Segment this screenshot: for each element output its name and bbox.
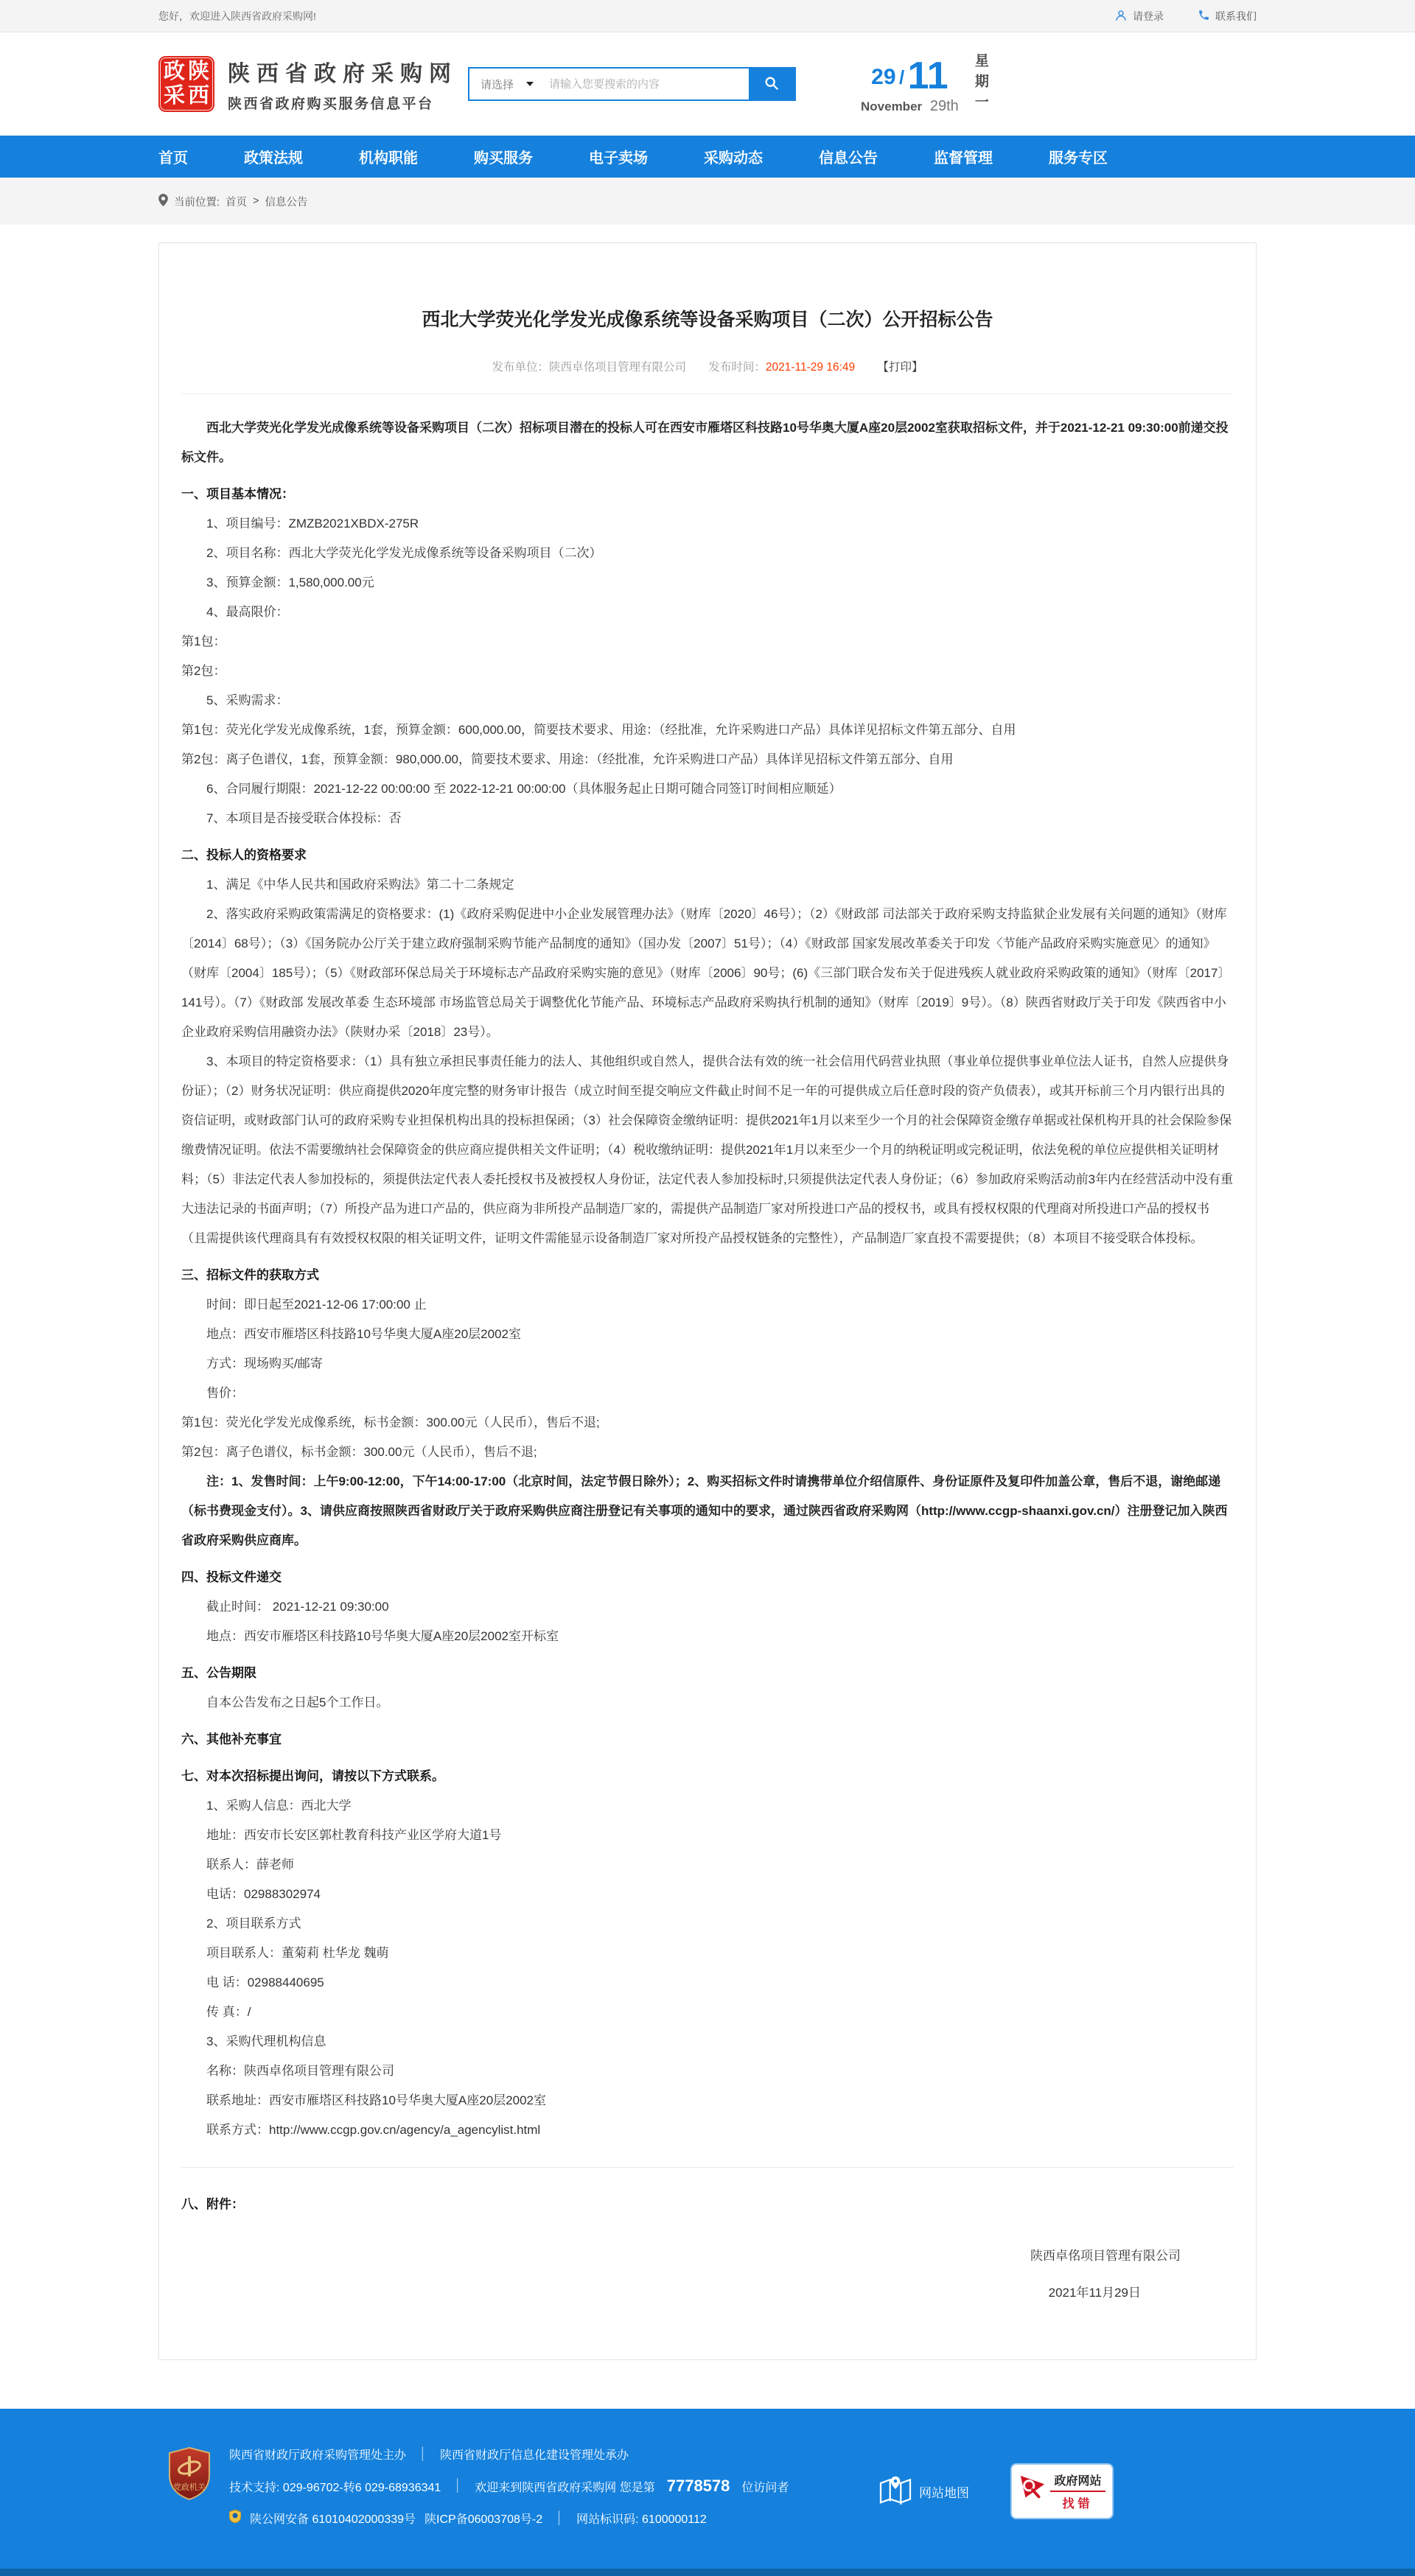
article-paragraph: 第2包： <box>181 664 226 678</box>
footer-bottom-strip <box>0 2569 1415 2576</box>
section-heading: 七、对本次招标提出询问，请按以下方式联系。 <box>181 1769 444 1783</box>
publisher-label: 发布单位： <box>492 361 550 374</box>
date-weekday: 星期一 <box>972 53 988 115</box>
article-paragraph: 2、落实政府采购政策需满足的资格要求：(1)《政府采购促进中小企业发展管理办法》（财库〔2020〕46号）；（2）《财政部 司法部关于政府采购支持监狱企业发展有关问题的通知》（财库〔2014〕68号）；（3）《国务院办公厅关于建立政府强制采购节能产品制度的通知》（国办发〔2007〕51号）；（4）《财政部 国家发展改革委关于印发〈节能产品政府采购实施意见〉的通知》（财库〔2004〕185号）；（5）《财政部环保总局关于环境标志产品政府采购实施的意见》（财库〔2006〕90号；(6)《三部门联合发布关于促进残疾人就业政府采购政策的通知》（财库〔2017〕141号）。（7）《财政部 发展改革委 生态环境部 市场监管总局关于调整优化节能产品、环境标志产品政府采购执行机制的通知》（财库〔2019〕9号）。（8）陕西省财政厅关于印发《陕西省中小企业政府采购信用融资办法》（陕财办采〔2018〕23号）。 <box>181 907 1231 1039</box>
error-flag-icon <box>1019 2474 1047 2510</box>
search-category-select[interactable]: 请选择 <box>469 77 543 92</box>
user-icon <box>1114 9 1128 24</box>
location-pin-icon <box>158 194 168 209</box>
date-month: 11 <box>907 54 948 97</box>
login-link[interactable]: 请登录 <box>1114 9 1164 24</box>
article-body <box>181 413 1234 2219</box>
article-paragraph: 截止时间： 2021-12-21 09:30:00 <box>206 1600 389 1614</box>
visitor-count: 7778578 <box>666 2477 730 2495</box>
footer-line-2: 技术支持: 029-96702-转6 029-68936341 │ 欢迎来到陕西省政府采购网 您是第 7778578 位访问者 <box>229 2477 789 2495</box>
police-record-number: 陕公网安备 61010402000339号 <box>250 2513 416 2526</box>
site-subtitle: 陕西省政府购买服务信息平台 <box>228 97 434 112</box>
publish-time-label: 发布时间： <box>708 361 766 374</box>
greeting-text: 您好，欢迎进入陕西省政府采购网! <box>158 10 316 22</box>
article-paragraph: 西北大学荧光化学发光成像系统等设备采购项目（二次）招标项目潜在的投标人可在西安市雁塔区科技路10号华奥大厦A座20层2002室获取招标文件，并于2021-12-21 09:30:00前递交投标文件。 <box>181 421 1229 464</box>
police-badge-icon <box>229 2510 241 2527</box>
article-paragraph: 时间：即日起至2021-12-06 17:00:00 止 <box>206 1298 427 1312</box>
footer-line-3: 陕公网安备 61010402000339号 陕ICP备06003708号-2 │ 网站标识码: 6100000112 <box>229 2510 789 2527</box>
article-meta <box>181 358 1234 394</box>
section-heading: 六、其他补充事宜 <box>181 1732 282 1746</box>
article-paragraph: 第1包： <box>181 634 226 648</box>
article-paragraph: 联系方式：http://www.ccgp.gov.cn/agency/a_agencylist.html <box>206 2123 541 2137</box>
nav-item-机构职能[interactable]: 机构职能 <box>359 150 418 167</box>
article-paragraph: 联系地址：西安市雁塔区科技路10号华奥大厦A座20层2002室 <box>206 2093 546 2107</box>
search-bar <box>468 67 796 101</box>
article-paragraph: 6、合同履行期限：2021-12-22 00:00:00 至 2022-12-21 00:00:00（具体服务起止日期可随合同签订时间相应顺延） <box>206 782 842 796</box>
section-heading: 八、附件： <box>181 2197 244 2211</box>
article-paragraph: 自本公告发布之日起5个工作日。 <box>206 1695 389 1709</box>
section-heading: 一、项目基本情况： <box>181 487 294 501</box>
svg-text:党政机关: 党政机关 <box>173 2483 206 2492</box>
article-divider <box>181 2167 1234 2168</box>
article-paragraph: 地址：西安市长安区郭杜教育科技产业区学府大道1号 <box>206 1828 502 1842</box>
nav-item-购买服务[interactable]: 购买服务 <box>474 150 533 167</box>
search-button[interactable] <box>749 69 794 99</box>
section-heading: 五、公告期限 <box>181 1666 256 1680</box>
icp-number: 陕ICP备06003708号-2 <box>424 2513 543 2526</box>
nav <box>158 136 1257 178</box>
sitemap-link[interactable]: 网站地图 <box>879 2475 969 2508</box>
announcement-card <box>158 242 1257 2360</box>
search-icon <box>764 75 780 94</box>
breadcrumb-home-link[interactable]: 首页 <box>226 196 248 209</box>
nav-item-监督管理[interactable]: 监督管理 <box>934 150 993 167</box>
header <box>158 32 1257 136</box>
gov-agency-badge-icon <box>167 2447 212 2504</box>
signature-block <box>181 2241 1234 2308</box>
article-paragraph: 联系人：薛老师 <box>206 1858 294 1872</box>
article-paragraph: 2、项目名称：西北大学荧光化学发光成像系统等设备采购项目（二次） <box>206 546 602 560</box>
section-heading: 二、投标人的资格要求 <box>181 848 307 862</box>
article-paragraph: 5、采购需求： <box>206 693 289 707</box>
article-paragraph: 传 真：/ <box>206 2005 251 2019</box>
breadcrumb-bar <box>0 178 1415 225</box>
nav-item-政策法规[interactable]: 政策法规 <box>244 150 303 167</box>
main-nav <box>0 136 1415 178</box>
contact-link[interactable]: 联系我们 <box>1198 9 1257 24</box>
sitemap-icon <box>879 2475 912 2508</box>
article-paragraph: 电 话：02988440695 <box>206 1975 324 1989</box>
article-paragraph: 电话：02988302974 <box>206 1887 321 1901</box>
article-paragraph: 7、本项目是否接受联合体投标：否 <box>206 811 402 825</box>
topbar <box>0 0 1415 32</box>
article-paragraph: 第1包：荧光化学发光成像系统，1套，预算金额：600,000.00，简要技术要求、用途：（经批准，允许采购进口产品）具体详见招标文件第五部分、自用 <box>181 723 1016 737</box>
article-paragraph: 售价： <box>206 1386 244 1400</box>
article-paragraph: 方式：现场购买/邮寄 <box>206 1357 323 1371</box>
nav-item-采购动态[interactable]: 采购动态 <box>704 150 763 167</box>
signature-company: 陕西卓佲项目管理有限公司 <box>1030 2249 1181 2263</box>
publisher-name: 陕西卓佲项目管理有限公司 <box>549 361 687 374</box>
article-paragraph: 1、项目编号：ZMZB2021XBDX-275R <box>206 517 419 531</box>
date-month-en: November <box>861 99 923 113</box>
article-paragraph: 第2包：离子色谱仪，标书金额：300.00元（人民币），售后不退; <box>181 1445 537 1459</box>
nav-item-首页[interactable]: 首页 <box>158 150 188 167</box>
article-paragraph: 2、项目联系方式 <box>206 1917 301 1931</box>
print-button[interactable]: 【打印】 <box>877 361 923 374</box>
date-widget: 29 / 11 November 29th 星期一 <box>861 53 988 115</box>
article-paragraph: 4、最高限价： <box>206 605 289 619</box>
article-paragraph: 地点：西安市雁塔区科技路10号华奥大厦A座20层2002室 <box>206 1327 521 1341</box>
breadcrumb-current[interactable]: 信息公告 <box>265 196 308 209</box>
article-paragraph: 3、采购代理机构信息 <box>206 2034 326 2048</box>
signature-date: 2021年11月29日 <box>1048 2286 1141 2300</box>
search-input[interactable] <box>543 78 749 91</box>
site-logo-seal: 政 陕 采 西 <box>158 56 214 112</box>
date-day: 29 <box>871 64 896 89</box>
nav-item-信息公告[interactable]: 信息公告 <box>819 150 878 167</box>
gov-site-error-report-badge[interactable]: 政府网站 找错 <box>1012 2465 1112 2518</box>
nav-item-服务专区[interactable]: 服务专区 <box>1049 150 1108 167</box>
article-paragraph: 3、预算金额：1,580,000.00元 <box>206 575 374 589</box>
footer <box>0 2409 1415 2576</box>
section-heading: 三、招标文件的获取方式 <box>181 1268 319 1282</box>
footer-line-1: 陕西省财政厅政府采购管理处主办 │ 陕西省财政厅信息化建设管理处承办 <box>229 2447 629 2462</box>
section-heading: 四、投标文件递交 <box>181 1570 282 1584</box>
date-day-en: 29th <box>929 97 959 114</box>
site-id-number: 网站标识码: 6100000112 <box>576 2513 707 2526</box>
page-title: 西北大学荧光化学发光成像系统等设备采购项目（二次）公开招标公告 <box>422 309 993 330</box>
nav-item-电子卖场[interactable]: 电子卖场 <box>589 150 648 167</box>
article-paragraph: 名称：陕西卓佲项目管理有限公司 <box>206 2064 394 2078</box>
site-title: 陕西省政府采购网 <box>228 62 458 86</box>
article-paragraph: 第2包：离子色谱仪，1套，预算金额：980,000.00，简要技术要求、用途：（经批准，允许采购进口产品）具体详见招标文件第五部分、自用 <box>181 752 954 766</box>
article-paragraph: 1、采购人信息：西北大学 <box>206 1799 352 1813</box>
article-paragraph: 项目联系人：董菊莉 杜华龙 魏萌 <box>206 1946 389 1960</box>
publish-time: 2021-11-29 16:49 <box>765 361 856 374</box>
article-paragraph: 注：1、发售时间：上午9:00-12:00，下午14:00-17:00（北京时间，法定节假日除外）；2、购买招标文件时请携带单位介绍信原件、身份证原件及复印件加盖公章，售后不退，谢绝邮递（标书费现金支付）。3、请供应商按照陕西省财政厅关于政府采购供应商注册登记有关事项的通知中的要求，通过陕西省政府采购网（http://www.ccgp-shaanxi.gov.cn/）注册登记加入陕西省政府采购供应商库。 <box>181 1474 1228 1547</box>
article-paragraph: 1、满足《中华人民共和国政府采购法》第二十二条规定 <box>206 878 514 892</box>
article-paragraph: 地点：西安市雁塔区科技路10号华奥大厦A座20层2002室开标室 <box>206 1629 559 1643</box>
article-paragraph: 第1包：荧光化学发光成像系统，标书金额：300.00元（人民币），售后不退; <box>181 1415 600 1429</box>
chevron-down-icon <box>526 82 534 86</box>
breadcrumb: 当前位置: 首页 > 信息公告 <box>158 178 1257 225</box>
article-paragraph: 3、本项目的特定资格要求：（1）具有独立承担民事责任能力的法人、其他组织或自然人，提供合法有效的统一社会信用代码营业执照（事业单位提供事业单位法人证书，自然人应提供身份证）；（2）财务状况证明：供应商提供2020年度完整的财务审计报告（成立时间至提交响应文件截止时间不足一年的可提供成立后任意时段的资产负债表），或其开标前三个月内银行出具的资信证明，或财政部门认可的政府采购专业担保机构出具的投标担保函；（3）社会保障资金缴纳证明：提供2021年1月以来至少一个月的社会保障资金缴存单据或社保机构开具的社会保险参保缴费情况证明。依法不需要缴纳社会保障资金的供应商应提供相关文件证明；（4）税收缴纳证明：提供2021年1月以来至少一个月的纳税证明或完税证明，依法免税的单位应提供相关证明材料；（5）非法定代表人参加投标的，须提供法定代表人委托授权书及被授权人身份证，法定代表人参加投标时,只须提供法定代表人身份证；（6）参加政府采购活动前3年内在经营活动中没有重大违法记录的书面声明；（7）所投产品为进口产品的，供应商为非所投产品制造厂家的，需提供产品制造厂家对所投进口产品的授权书，或具有授权权限的代理商对所投进口产品的授权书（且需提供该代理商具有有效授权权限的相关证明文件，证明文件需能显示设备制造厂家对所投产品授权链条的完整性），产品制造厂家直投不需要提供；（8）本项目不接受联合体投标。 <box>181 1054 1234 1245</box>
phone-icon <box>1198 9 1210 24</box>
